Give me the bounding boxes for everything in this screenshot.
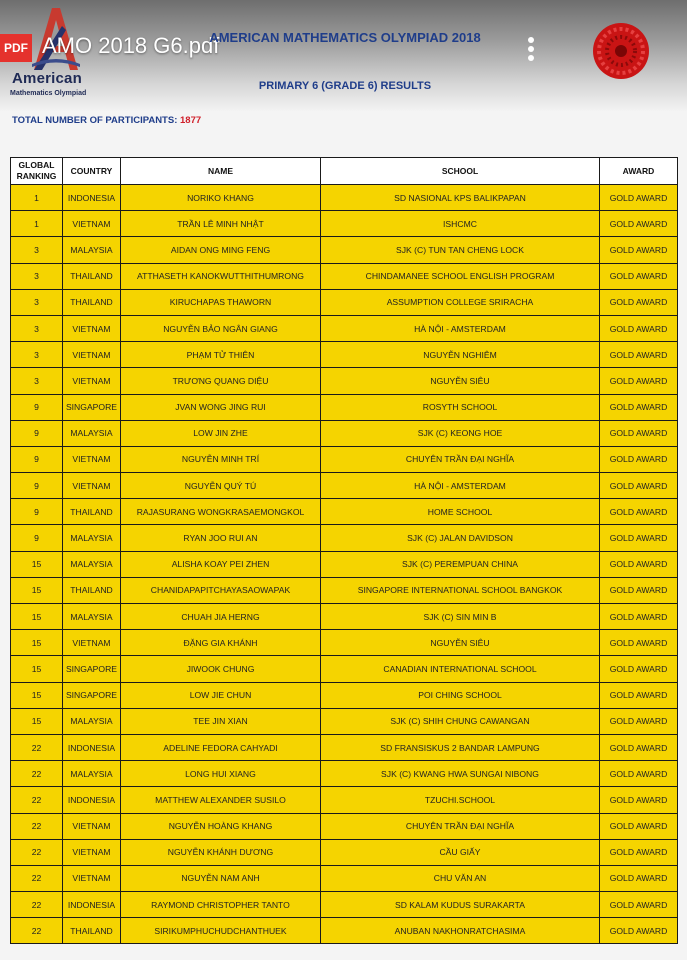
header-ranking-line1: GLOBAL: [18, 160, 55, 170]
table-row: [11, 473, 678, 499]
cell-country: SINGAPORE: [63, 656, 121, 682]
cell-rank: 15: [11, 656, 63, 682]
cell-school: ISHCMC: [321, 211, 600, 237]
cell-school: SJK (C) SIN MIN B: [321, 604, 600, 630]
header-school: SCHOOL: [321, 158, 600, 185]
cell-country: MALAYSIA: [63, 708, 121, 734]
cell-award: GOLD AWARD: [600, 237, 678, 263]
cell-school: HÀ NỘI - AMSTERDAM: [321, 473, 600, 499]
cell-name: TRƯƠNG QUANG DIỆU: [121, 368, 321, 394]
table-row: [11, 577, 678, 603]
cell-country: MALAYSIA: [63, 761, 121, 787]
cell-country: MALAYSIA: [63, 604, 121, 630]
cell-school: TZUCHI.SCHOOL: [321, 787, 600, 813]
cell-school: CẦU GIẤY: [321, 839, 600, 865]
cell-award: GOLD AWARD: [600, 368, 678, 394]
table-row: [11, 761, 678, 787]
header-global-ranking: [11, 158, 63, 185]
cell-country: INDONESIA: [63, 787, 121, 813]
table-row: [11, 289, 678, 315]
cell-name: CHUAH JIA HERNG: [121, 604, 321, 630]
header-award: AWARD: [600, 158, 678, 185]
cell-award: GOLD AWARD: [600, 211, 678, 237]
cell-award: GOLD AWARD: [600, 551, 678, 577]
cell-name: ADELINE FEDORA CAHYADI: [121, 734, 321, 760]
cell-country: THAILAND: [63, 263, 121, 289]
cell-name: ĐẶNG GIA KHÁNH: [121, 630, 321, 656]
cell-rank: 22: [11, 865, 63, 891]
cell-name: TRẦN LÊ MINH NHẬT: [121, 211, 321, 237]
cell-rank: 3: [11, 368, 63, 394]
table-row: [11, 630, 678, 656]
cell-country: INDONESIA: [63, 734, 121, 760]
table-row: [11, 263, 678, 289]
cell-award: GOLD AWARD: [600, 813, 678, 839]
cell-rank: 15: [11, 708, 63, 734]
cell-award: GOLD AWARD: [600, 289, 678, 315]
table-row: [11, 865, 678, 891]
file-name: AMO 2018 G6.pdf: [42, 33, 220, 58]
cell-school: CHUYÊN TRẦN ĐẠI NGHĨA: [321, 446, 600, 472]
table-row: [11, 342, 678, 368]
cell-school: CHUYÊN TRẦN ĐẠI NGHĨA: [321, 813, 600, 839]
cell-name: RAYMOND CHRISTOPHER TANTO: [121, 892, 321, 918]
cell-award: GOLD AWARD: [600, 656, 678, 682]
cell-name: JIWOOK CHUNG: [121, 656, 321, 682]
table-row: [11, 604, 678, 630]
cell-country: VIETNAM: [63, 630, 121, 656]
table-row: [11, 446, 678, 472]
cell-award: GOLD AWARD: [600, 630, 678, 656]
table-row: [11, 892, 678, 918]
cell-school: HOME SCHOOL: [321, 499, 600, 525]
table-row: [11, 394, 678, 420]
cell-country: VIETNAM: [63, 211, 121, 237]
cell-award: GOLD AWARD: [600, 473, 678, 499]
cell-award: GOLD AWARD: [600, 420, 678, 446]
table-row: [11, 813, 678, 839]
cell-name: RAJASURANG WONGKRASAEMONGKOL: [121, 499, 321, 525]
cell-rank: 15: [11, 682, 63, 708]
cell-award: GOLD AWARD: [600, 525, 678, 551]
cell-name: MATTHEW ALEXANDER SUSILO: [121, 787, 321, 813]
cell-rank: 1: [11, 211, 63, 237]
cell-name: PHẠM TỬ THIÊN: [121, 342, 321, 368]
cell-name: LOW JIE CHUN: [121, 682, 321, 708]
cell-school: ANUBAN NAKHONRATCHASIMA: [321, 918, 600, 944]
cell-award: GOLD AWARD: [600, 734, 678, 760]
cell-school: CHU VĂN AN: [321, 865, 600, 891]
cell-school: SJK (C) SHIH CHUNG CAWANGAN: [321, 708, 600, 734]
cell-school: CANADIAN INTERNATIONAL SCHOOL: [321, 656, 600, 682]
cell-school: SD KALAM KUDUS SURAKARTA: [321, 892, 600, 918]
cell-country: INDONESIA: [63, 185, 121, 211]
cell-award: GOLD AWARD: [600, 342, 678, 368]
cell-school: NGUYỄN SIÊU: [321, 368, 600, 394]
cell-award: GOLD AWARD: [600, 446, 678, 472]
table-row: [11, 211, 678, 237]
cell-name: JVAN WONG JING RUI: [121, 394, 321, 420]
cell-rank: 3: [11, 342, 63, 368]
cell-rank: 9: [11, 446, 63, 472]
cell-rank: 22: [11, 892, 63, 918]
cell-name: NGUYỄN BẢO NGÂN GIANG: [121, 315, 321, 341]
cell-country: VIETNAM: [63, 473, 121, 499]
cell-name: NGUYỄN HOÀNG KHANG: [121, 813, 321, 839]
cell-country: MALAYSIA: [63, 237, 121, 263]
cell-rank: 22: [11, 918, 63, 944]
cell-award: GOLD AWARD: [600, 185, 678, 211]
cell-name: RYAN JOO RUI AN: [121, 525, 321, 551]
cell-school: ROSYTH SCHOOL: [321, 394, 600, 420]
table-row: [11, 237, 678, 263]
cell-name: NGUYỄN NAM ANH: [121, 865, 321, 891]
cell-school: SJK (C) PEREMPUAN CHINA: [321, 551, 600, 577]
cell-country: VIETNAM: [63, 368, 121, 394]
logo-word: American: [12, 70, 82, 87]
cell-award: GOLD AWARD: [600, 394, 678, 420]
logo-subtitle: Mathematics Olympiad: [10, 90, 87, 97]
cell-award: GOLD AWARD: [600, 761, 678, 787]
cell-name: TEE JIN XIAN: [121, 708, 321, 734]
cell-name: LONG HUI XIANG: [121, 761, 321, 787]
table-row: [11, 368, 678, 394]
cell-school: SJK (C) KWANG HWA SUNGAI NIBONG: [321, 761, 600, 787]
cell-school: SJK (C) TUN TAN CHENG LOCK: [321, 237, 600, 263]
cell-school: SD FRANSISKUS 2 BANDAR LAMPUNG: [321, 734, 600, 760]
results-table: [10, 157, 678, 944]
cell-name: LOW JIN ZHE: [121, 420, 321, 446]
cell-country: MALAYSIA: [63, 420, 121, 446]
more-vertical-icon[interactable]: [522, 34, 540, 70]
cell-country: VIETNAM: [63, 446, 121, 472]
cell-rank: 15: [11, 604, 63, 630]
header-name: NAME: [121, 158, 321, 185]
table-header-row: [11, 158, 678, 185]
cell-school: NGUYỄN SIÊU: [321, 630, 600, 656]
cell-country: VIETNAM: [63, 342, 121, 368]
red-flower-emblem-icon: [592, 22, 650, 80]
cell-rank: 1: [11, 185, 63, 211]
cell-award: GOLD AWARD: [600, 682, 678, 708]
table-row: [11, 315, 678, 341]
cell-school: POI CHING SCHOOL: [321, 682, 600, 708]
cell-rank: 9: [11, 394, 63, 420]
cell-award: GOLD AWARD: [600, 918, 678, 944]
cell-name: SIRIKUMPHUCHUDCHANTHUEK: [121, 918, 321, 944]
results-body: [11, 185, 678, 944]
cell-rank: 9: [11, 525, 63, 551]
cell-name: NGUYỄN KHÁNH DƯƠNG: [121, 839, 321, 865]
cell-award: GOLD AWARD: [600, 604, 678, 630]
cell-country: THAILAND: [63, 289, 121, 315]
cell-rank: 15: [11, 630, 63, 656]
cell-rank: 22: [11, 761, 63, 787]
cell-country: THAILAND: [63, 577, 121, 603]
cell-award: GOLD AWARD: [600, 839, 678, 865]
cell-name: NORIKO KHANG: [121, 185, 321, 211]
table-row: [11, 525, 678, 551]
cell-rank: 15: [11, 577, 63, 603]
table-row: [11, 918, 678, 944]
participants-label: TOTAL NUMBER OF PARTICIPANTS:: [12, 115, 178, 126]
cell-country: INDONESIA: [63, 892, 121, 918]
cell-award: GOLD AWARD: [600, 865, 678, 891]
document-subtitle: PRIMARY 6 (GRADE 6) RESULTS: [258, 80, 432, 92]
participants-line: [12, 115, 201, 126]
cell-country: SINGAPORE: [63, 682, 121, 708]
table-row: [11, 787, 678, 813]
cell-rank: 9: [11, 420, 63, 446]
cell-school: SJK (C) KEONG HOE: [321, 420, 600, 446]
pdf-file-icon: PDF: [0, 34, 32, 62]
cell-rank: 3: [11, 289, 63, 315]
cell-country: VIETNAM: [63, 839, 121, 865]
table-row: [11, 656, 678, 682]
cell-award: GOLD AWARD: [600, 708, 678, 734]
participants-count: 1877: [180, 115, 202, 126]
document-title: AMERICAN MATHEMATICS OLYMPIAD 2018: [209, 30, 481, 45]
cell-award: GOLD AWARD: [600, 499, 678, 525]
table-row: [11, 551, 678, 577]
table-row: [11, 734, 678, 760]
table-row: [11, 708, 678, 734]
cell-school: SJK (C) JALAN DAVIDSON: [321, 525, 600, 551]
cell-rank: 3: [11, 263, 63, 289]
cell-award: GOLD AWARD: [600, 892, 678, 918]
cell-country: VIETNAM: [63, 865, 121, 891]
cell-country: THAILAND: [63, 918, 121, 944]
cell-name: KIRUCHAPAS THAWORN: [121, 289, 321, 315]
cell-name: NGUYỄN QUÝ TÚ: [121, 473, 321, 499]
cell-country: SINGAPORE: [63, 394, 121, 420]
cell-country: VIETNAM: [63, 813, 121, 839]
cell-award: GOLD AWARD: [600, 577, 678, 603]
cell-rank: 22: [11, 734, 63, 760]
cell-country: VIETNAM: [63, 315, 121, 341]
cell-award: GOLD AWARD: [600, 263, 678, 289]
cell-country: MALAYSIA: [63, 525, 121, 551]
cell-school: ASSUMPTION COLLEGE SRIRACHA: [321, 289, 600, 315]
table-row: [11, 839, 678, 865]
cell-school: SINGAPORE INTERNATIONAL SCHOOL BANGKOK: [321, 577, 600, 603]
cell-award: GOLD AWARD: [600, 787, 678, 813]
cell-school: CHINDAMANEE SCHOOL ENGLISH PROGRAM: [321, 263, 600, 289]
cell-rank: 9: [11, 499, 63, 525]
cell-country: MALAYSIA: [63, 551, 121, 577]
cell-name: ATTHASETH KANOKWUTTHITHUMRONG: [121, 263, 321, 289]
cell-school: NGUYỄN NGHIÊM: [321, 342, 600, 368]
table-row: [11, 185, 678, 211]
table-row: [11, 682, 678, 708]
cell-name: CHANIDAPAPITCHAYASAOWAPAK: [121, 577, 321, 603]
cell-name: NGUYỄN MINH TRÍ: [121, 446, 321, 472]
cell-country: THAILAND: [63, 499, 121, 525]
cell-school: SD NASIONAL KPS BALIKPAPAN: [321, 185, 600, 211]
cell-rank: 22: [11, 813, 63, 839]
table-row: [11, 420, 678, 446]
cell-name: AIDAN ONG MING FENG: [121, 237, 321, 263]
header-ranking-line2: RANKING: [16, 171, 57, 181]
cell-school: HÀ NỘI - AMSTERDAM: [321, 315, 600, 341]
cell-rank: 22: [11, 787, 63, 813]
cell-rank: 3: [11, 237, 63, 263]
header-country: COUNTRY: [63, 158, 121, 185]
cell-rank: 15: [11, 551, 63, 577]
cell-rank: 22: [11, 839, 63, 865]
cell-rank: 9: [11, 473, 63, 499]
cell-rank: 3: [11, 315, 63, 341]
table-row: [11, 499, 678, 525]
cell-name: ALISHA KOAY PEI ZHEN: [121, 551, 321, 577]
cell-award: GOLD AWARD: [600, 315, 678, 341]
